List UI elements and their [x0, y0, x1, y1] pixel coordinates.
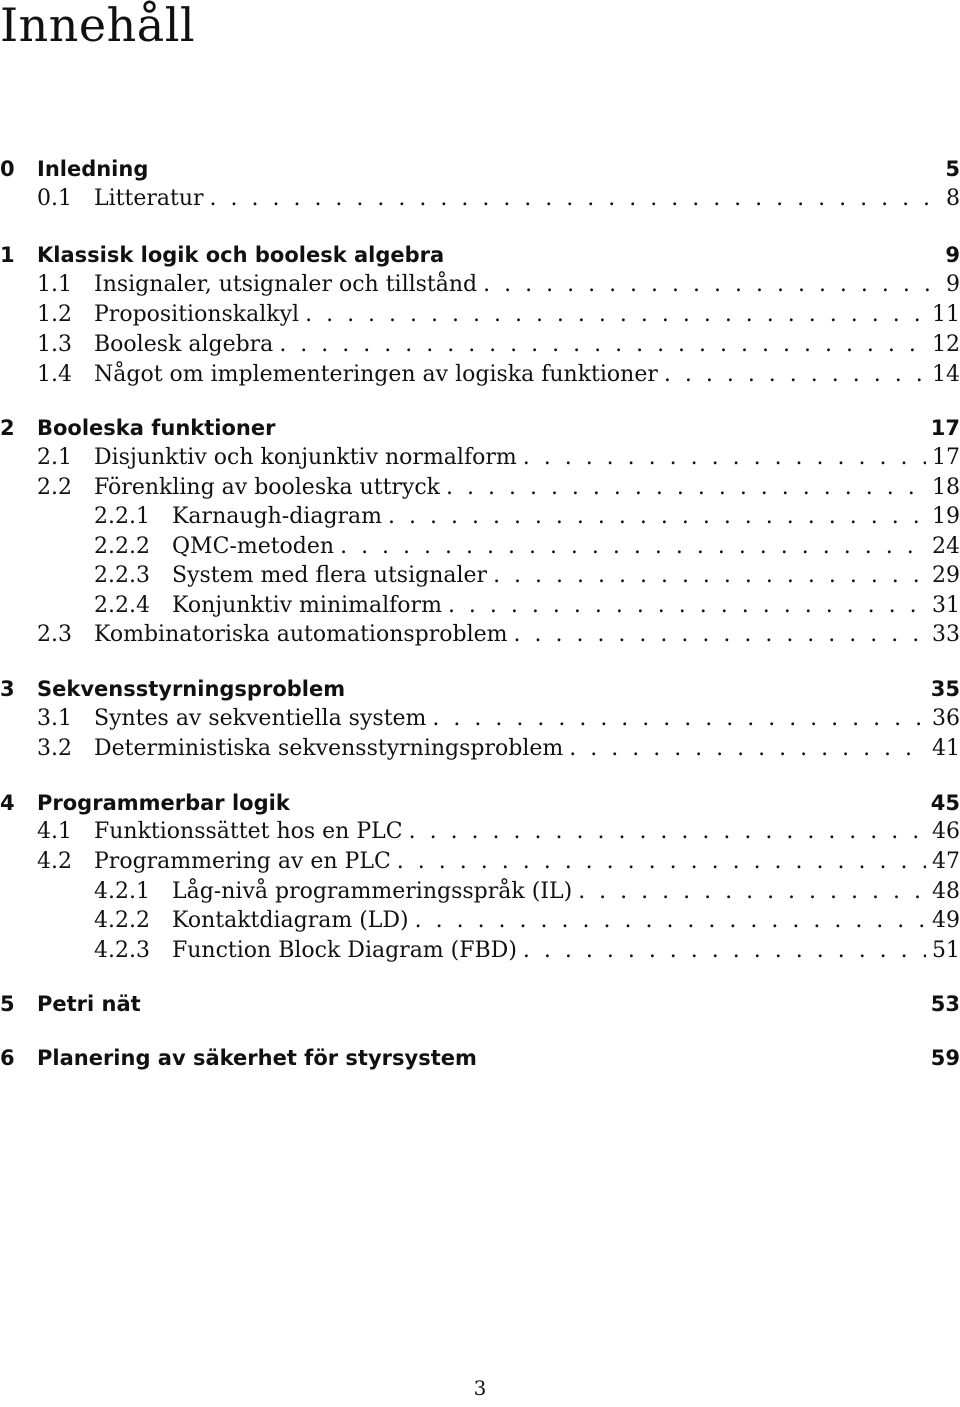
toc-entry-title: Inledning	[37, 157, 149, 181]
toc-chapter-row[interactable]	[0, 990, 960, 1018]
toc-entry-page: 36	[932, 706, 960, 731]
toc-entry-number: 2.2.2	[94, 534, 150, 559]
toc-entry-page: 49	[932, 908, 960, 933]
toc-chapter-row[interactable]	[0, 414, 960, 442]
toc-entry-number: 2.2.1	[94, 504, 150, 529]
toc-dot-leader	[432, 705, 926, 733]
toc-dot-leader	[448, 592, 926, 620]
toc-entry-page: 17	[930, 416, 960, 440]
toc-entry-number: 2	[0, 416, 15, 440]
toc-entry-number: 4.2.2	[94, 908, 150, 933]
toc-entry-number: 2.2.4	[94, 593, 150, 618]
toc-dot-leader	[523, 444, 926, 472]
toc-entry-title: Booleska funktioner	[37, 416, 276, 440]
toc-entry-title: Konjunktiv minimalform	[172, 593, 442, 618]
toc-entry-title: Kontaktdiagram (LD)	[172, 908, 409, 933]
toc-entry-number: 2.2.3	[94, 563, 150, 588]
toc-entry-number: 6	[0, 1046, 15, 1070]
toc-entry-title: System med flera utsignaler	[172, 563, 488, 588]
toc-entry-number: 1.2	[37, 302, 72, 327]
toc-dot-leader	[210, 185, 940, 213]
toc-entry-number: 1	[0, 243, 15, 267]
toc-subsection-row[interactable]	[0, 592, 960, 620]
toc-entry-page: 5	[945, 157, 960, 181]
toc-entry-page: 14	[932, 362, 960, 387]
toc-entry-number: 1.3	[37, 332, 72, 357]
toc-entry-number: 0	[0, 157, 15, 181]
toc-entry-number: 4.1	[37, 819, 72, 844]
toc-dot-leader	[388, 503, 926, 531]
toc-entry-page: 9	[946, 272, 960, 297]
toc-chapter-row[interactable]	[0, 155, 960, 183]
toc-subsection-row[interactable]	[0, 503, 960, 531]
toc-entry-title: Programmering av en PLC	[94, 849, 391, 874]
toc-dot-leader	[446, 474, 926, 502]
toc-entry-number: 3	[0, 677, 15, 701]
toc-dot-leader	[279, 331, 926, 359]
toc-subsection-row[interactable]	[0, 907, 960, 935]
toc-entry-page: 59	[930, 1046, 960, 1070]
toc-entry-page: 11	[932, 302, 960, 327]
toc-entry-page: 31	[932, 593, 960, 618]
toc-entry-page: 53	[930, 992, 960, 1016]
toc-entry-title: Insignaler, utsignaler och tillstånd	[94, 272, 478, 297]
toc-entry-title: Disjunktiv och konjunktiv normalform	[94, 445, 517, 470]
toc-entry-page: 45	[930, 791, 960, 815]
toc-entry-number: 4.2	[37, 849, 72, 874]
toc-dot-leader	[483, 271, 940, 299]
toc-entry-page: 46	[932, 819, 960, 844]
toc-entry-title: Förenkling av booleska uttryck	[94, 475, 441, 500]
toc-section-row[interactable]	[0, 705, 960, 733]
toc-entry-title: QMC-metoden	[172, 534, 335, 559]
toc-dot-leader	[409, 818, 926, 846]
toc-entry-page: 41	[932, 736, 960, 761]
toc-entry-title: Litteratur	[94, 186, 204, 211]
toc-entry-page: 47	[932, 849, 960, 874]
toc-entry-page: 29	[932, 563, 960, 588]
toc-chapter-row[interactable]	[0, 1044, 960, 1072]
toc-entry-number: 1.1	[37, 272, 72, 297]
toc-entry-number: 2.1	[37, 445, 72, 470]
toc-dot-leader	[664, 361, 926, 389]
toc-entry-number: 4	[0, 791, 15, 815]
toc-entry-page: 48	[932, 879, 960, 904]
toc-entry-title: Boolesk algebra	[94, 332, 274, 357]
toc-section-row[interactable]	[0, 621, 960, 649]
toc-entry-title: Function Block Diagram (FBD)	[172, 938, 517, 963]
toc-section-row[interactable]	[0, 818, 960, 846]
toc-subsection-row[interactable]	[0, 878, 960, 906]
toc-entry-title: Deterministiska sekvensstyrningsproblem	[94, 736, 564, 761]
toc-subsection-row[interactable]	[0, 533, 960, 561]
toc-entry-title: Planering av säkerhet för styrsystem	[37, 1046, 477, 1070]
toc-entry-page: 19	[932, 504, 960, 529]
toc-dot-leader	[493, 562, 926, 590]
toc-section-row[interactable]	[0, 361, 960, 389]
toc-dot-leader	[415, 907, 926, 935]
toc-entry-number: 5	[0, 992, 15, 1016]
toc-entry-number: 2.3	[37, 622, 72, 647]
toc-dot-leader	[397, 848, 926, 876]
toc-section-row[interactable]	[0, 185, 960, 213]
toc-entry-number: 4.2.3	[94, 938, 150, 963]
toc-entry-page: 9	[945, 243, 960, 267]
toc-subsection-row[interactable]	[0, 937, 960, 965]
toc-chapter-row[interactable]	[0, 241, 960, 269]
toc-entry-title: Funktionssättet hos en PLC	[94, 819, 403, 844]
toc-entry-page: 33	[932, 622, 960, 647]
toc-entry-page: 18	[932, 475, 960, 500]
toc-chapter-row[interactable]	[0, 675, 960, 703]
page-number: 3	[473, 1376, 487, 1400]
toc-entry-number: 3.2	[37, 736, 72, 761]
toc-section-row[interactable]	[0, 444, 960, 472]
toc-dot-leader	[523, 937, 926, 965]
toc-entry-page: 8	[946, 186, 960, 211]
toc-entry-number: 2.2	[37, 475, 72, 500]
toc-entry-page: 12	[932, 332, 960, 357]
toc-entry-page: 51	[932, 938, 960, 963]
toc-section-row[interactable]	[0, 331, 960, 359]
toc-entry-number: 0.1	[37, 186, 72, 211]
toc-entry-title: Propositionskalkyl	[94, 302, 300, 327]
toc-entry-title: Låg-nivå programmeringsspråk (IL)	[172, 879, 573, 904]
toc-dot-leader	[578, 878, 926, 906]
toc-entry-title: Något om implementeringen av logiska funktioner	[94, 362, 658, 387]
toc-entry-title: Karnaugh-diagram	[172, 504, 383, 529]
toc-entry-title: Petri nät	[37, 992, 141, 1016]
toc-entry-number: 1.4	[37, 362, 72, 387]
toc-section-row[interactable]	[0, 271, 960, 299]
toc-entry-number: 3.1	[37, 706, 72, 731]
toc-entry-title: Syntes av sekventiella system	[94, 706, 427, 731]
page-title: Innehåll	[0, 0, 196, 52]
toc-section-row[interactable]	[0, 301, 960, 329]
toc-entry-number: 4.2.1	[94, 879, 150, 904]
toc-section-row[interactable]	[0, 848, 960, 876]
toc-subsection-row[interactable]	[0, 562, 960, 590]
toc-entry-title: Klassisk logik och boolesk algebra	[37, 243, 445, 267]
toc-section-row[interactable]	[0, 474, 960, 502]
toc-dot-leader	[340, 533, 926, 561]
toc-section-row[interactable]	[0, 735, 960, 763]
toc-entry-page: 24	[932, 534, 960, 559]
toc-entry-page: 35	[930, 677, 960, 701]
toc-dot-leader	[305, 301, 926, 329]
toc-entry-page: 17	[932, 445, 960, 470]
toc-dot-leader	[514, 621, 927, 649]
toc-dot-leader	[569, 735, 926, 763]
toc-entry-title: Sekvensstyrningsproblem	[37, 677, 346, 701]
toc-entry-title: Kombinatoriska automationsproblem	[94, 622, 508, 647]
toc-chapter-row[interactable]	[0, 789, 960, 817]
toc-entry-title: Programmerbar logik	[37, 791, 290, 815]
